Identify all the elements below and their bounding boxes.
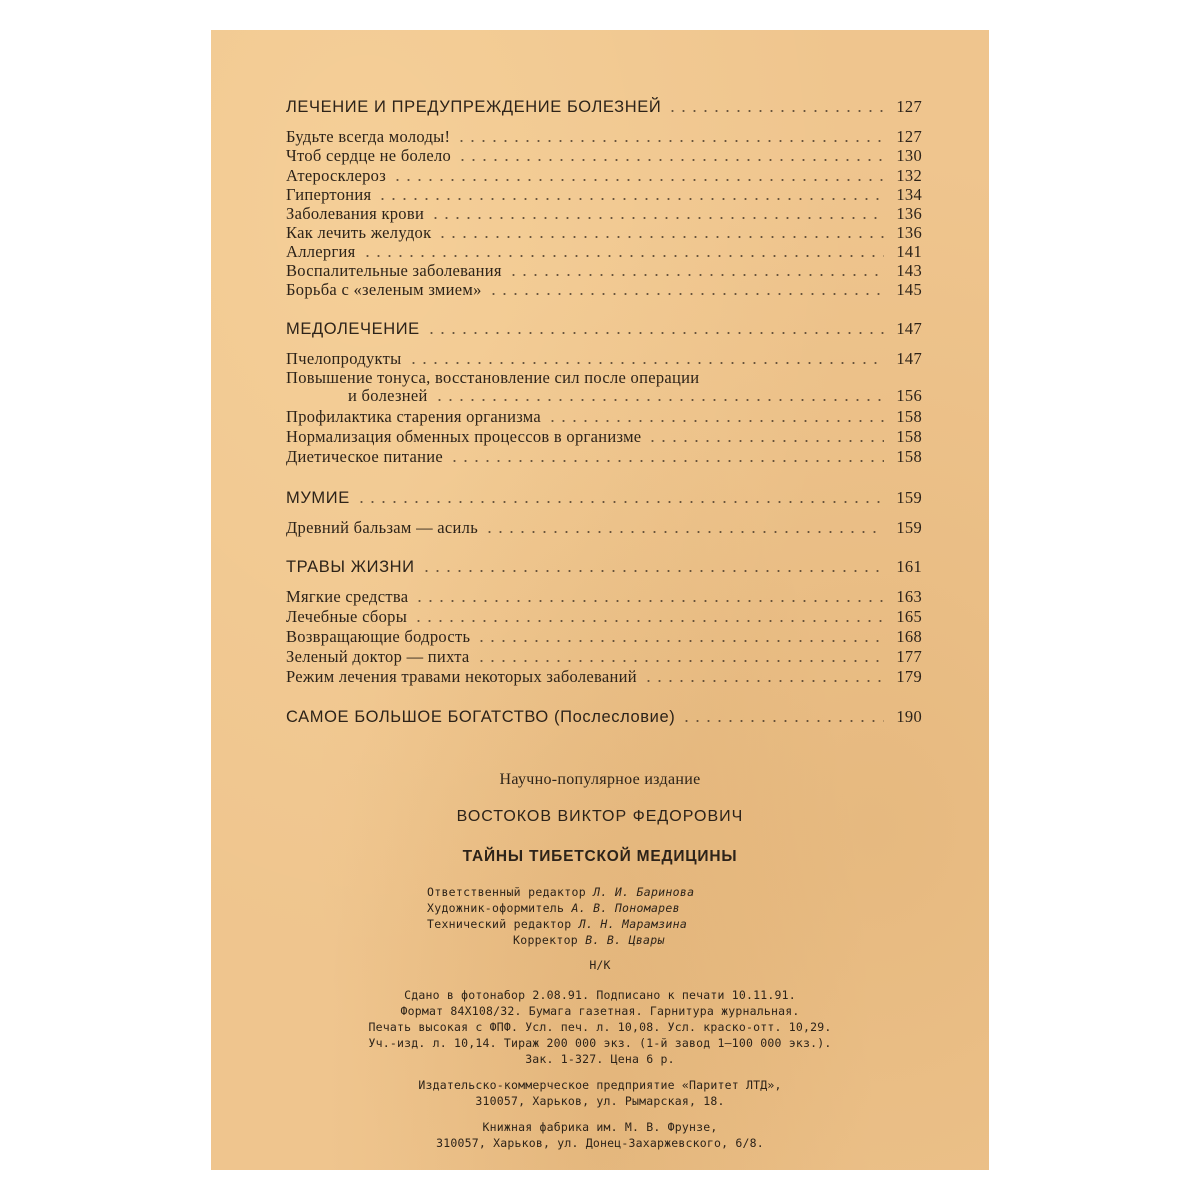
book-page (211, 30, 989, 1170)
toc-item-title: Зеленый доктор — пихта (286, 647, 470, 666)
dot-leader (414, 600, 884, 602)
toc-page-number: 165 (896, 607, 922, 626)
credit-role: Корректор (513, 933, 579, 947)
toc-page-number: 159 (896, 518, 922, 537)
dot-leader (457, 159, 884, 161)
dot-leader (667, 110, 884, 112)
toc-page-number: 179 (896, 667, 922, 686)
credit-name: Л. Н. Марамзина (578, 917, 688, 931)
publication-kind: Научно-популярное издание (499, 771, 701, 788)
dot-leader (377, 198, 884, 200)
toc-page-number: 158 (896, 447, 922, 466)
dot-leader (426, 332, 884, 334)
print-info-line: Формат 84Х108/32. Бумага газетная. Гарнитура журнальная. (400, 1004, 800, 1018)
toc-item (286, 588, 922, 606)
toc-item (286, 369, 922, 405)
toc-heading-title: ЛЕЧЕНИЕ И ПРЕДУПРЕЖДЕНИЕ БОЛЕЗНЕЙ (286, 98, 662, 116)
toc-item-title: Повышение тонуса, восстановление сил после операции (286, 368, 700, 387)
toc-item-title: Как лечить желудок (286, 223, 432, 242)
toc-item (286, 186, 922, 204)
toc-item (286, 608, 922, 626)
toc-item (286, 448, 922, 466)
toc-page-number: 168 (896, 627, 922, 646)
toc-item (286, 205, 922, 223)
toc-page-number: 145 (896, 280, 922, 299)
dot-leader (484, 531, 884, 533)
toc-page-number: 147 (896, 319, 922, 338)
dot-leader (476, 660, 884, 662)
dot-leader (547, 420, 884, 422)
credit-name: В. В. Цвары (585, 933, 665, 947)
toc-item-title: Чтоб сердце не болело (286, 146, 452, 165)
toc-item (286, 262, 922, 280)
dot-leader (449, 460, 884, 462)
toc-item (286, 243, 922, 261)
toc-item-title: Воспалительные заболевания (286, 261, 502, 280)
toc-page-number: 127 (896, 97, 922, 116)
toc-page-number: 161 (896, 557, 922, 576)
print-info-line: Уч.-изд. л. 10,14. Тираж 200 000 экз. (1-й завод 1—100 000 экз.). (368, 1036, 832, 1050)
toc-item (286, 224, 922, 242)
toc-page-number: 127 (896, 127, 922, 146)
toc-item-title: Борьба с «зеленым змием» (286, 280, 482, 299)
toc-heading-title: МЕДОЛЕЧЕНИЕ (286, 320, 420, 338)
dot-leader (356, 501, 884, 503)
toc-item-title: Заболевания крови (286, 204, 425, 223)
toc-item-title: Атеросклероз (286, 166, 387, 185)
credit-line (427, 885, 694, 899)
toc-page-number: 130 (896, 146, 922, 165)
toc-item-title: Лечебные сборы (286, 607, 408, 626)
toc-item-title-continued: и болезней (348, 386, 428, 405)
toc-page-number: 141 (896, 242, 922, 261)
credit-line (427, 901, 680, 915)
print-info-line: Зак. 1-327. Цена 6 р. (525, 1052, 675, 1066)
toc-page-number: 158 (896, 407, 922, 426)
toc-heading (286, 98, 922, 116)
dot-leader (476, 640, 884, 642)
toc-item-title: Режим лечения травами некоторых заболеваний (286, 667, 637, 686)
print-info-line: Печать высокая с ФПФ. Усл. печ. л. 10,08. Усл. краско-отт. 10,29. (368, 1020, 832, 1034)
toc-page-number: 136 (896, 204, 922, 223)
toc-item (286, 167, 922, 185)
toc-heading-title: САМОЕ БОЛЬШОЕ БОГАТСТВО (Послесловие) (286, 708, 676, 726)
toc-item (286, 648, 922, 666)
book-author: ВОСТОКОВ ВИКТОР ФЕДОРОВИЧ (456, 808, 744, 825)
credit-line (427, 917, 687, 931)
dot-leader (434, 399, 884, 401)
toc-heading-title: ТРАВЫ ЖИЗНИ (286, 558, 415, 576)
toc-page-number: 159 (896, 488, 922, 507)
credit-role: Ответственный редактор (427, 885, 586, 899)
toc-page-number: 158 (896, 427, 922, 446)
dot-leader (643, 680, 884, 682)
toc-item-title: Профилактика старения организма (286, 407, 542, 426)
toc-item (286, 350, 922, 368)
toc-item-title: Возвращающие бодрость (286, 627, 471, 646)
toc-item-title: Пчелопродукты (286, 349, 402, 368)
credit-name: А. В. Пономарев (571, 901, 680, 915)
toc-item (286, 147, 922, 165)
toc-item (286, 519, 922, 537)
publisher-line: 310057, Харьков, ул. Рымарская, 18. (475, 1094, 725, 1108)
dot-leader (421, 570, 884, 572)
toc-item-title: Нормализация обменных процессов в организме (286, 427, 642, 446)
printer-line: 310057, Харьков, ул. Донец-Захаржевского, 6/8. (436, 1136, 764, 1150)
toc-item-title: Будьте всегда молоды! (286, 127, 451, 146)
credit-line (513, 933, 665, 947)
credit-role: Технический редактор (427, 917, 572, 931)
dot-leader (392, 179, 884, 181)
printer-line: Книжная фабрика им. М. В. Фрунзе, (482, 1120, 718, 1134)
print-mark: Н/К (589, 958, 611, 972)
toc-page-number: 143 (896, 261, 922, 280)
toc-item (286, 628, 922, 646)
dot-leader (362, 255, 884, 257)
toc-page-number: 136 (896, 223, 922, 242)
dot-leader (456, 140, 884, 142)
toc-item (286, 281, 922, 299)
toc-page-number: 177 (896, 647, 922, 666)
dot-leader (681, 720, 884, 722)
credit-role: Художник-оформитель (427, 901, 565, 915)
toc-heading (286, 320, 922, 338)
toc-item-title: Диетическое питание (286, 447, 443, 466)
publisher-line: Издательско-коммерческое предприятие «Паритет ЛТД», (418, 1078, 782, 1092)
dot-leader (408, 362, 884, 364)
toc-page-number: 156 (896, 386, 922, 405)
toc-item (286, 408, 922, 426)
toc-item (286, 428, 922, 446)
dot-leader (413, 620, 884, 622)
dot-leader (430, 217, 884, 219)
toc-page-number: 163 (896, 587, 922, 606)
toc-item-title: Древний бальзам — асиль (286, 518, 479, 537)
toc-item-title: Мягкие средства (286, 587, 409, 606)
toc-heading (286, 558, 922, 576)
dot-leader (437, 236, 884, 238)
toc-page-number: 147 (896, 349, 922, 368)
dot-leader (647, 440, 884, 442)
toc-heading (286, 489, 922, 507)
toc-item (286, 128, 922, 146)
credit-name: Л. И. Баринова (593, 885, 695, 899)
toc-heading (286, 708, 922, 726)
toc-page-number: 132 (896, 166, 922, 185)
toc-page-number: 134 (896, 185, 922, 204)
toc-item-title: Аллергия (286, 242, 356, 261)
dot-leader (488, 293, 884, 295)
toc-heading-title: МУМИЕ (286, 489, 350, 507)
book-title: ТАЙНЫ ТИБЕТСКОЙ МЕДИЦИНЫ (462, 848, 738, 865)
dot-leader (508, 274, 884, 276)
toc-page-number: 190 (896, 707, 922, 726)
print-info-line: Сдано в фотонабор 2.08.91. Подписано к печати 10.11.91. (404, 988, 796, 1002)
toc-item-title: Гипертония (286, 185, 372, 204)
toc-item (286, 668, 922, 686)
